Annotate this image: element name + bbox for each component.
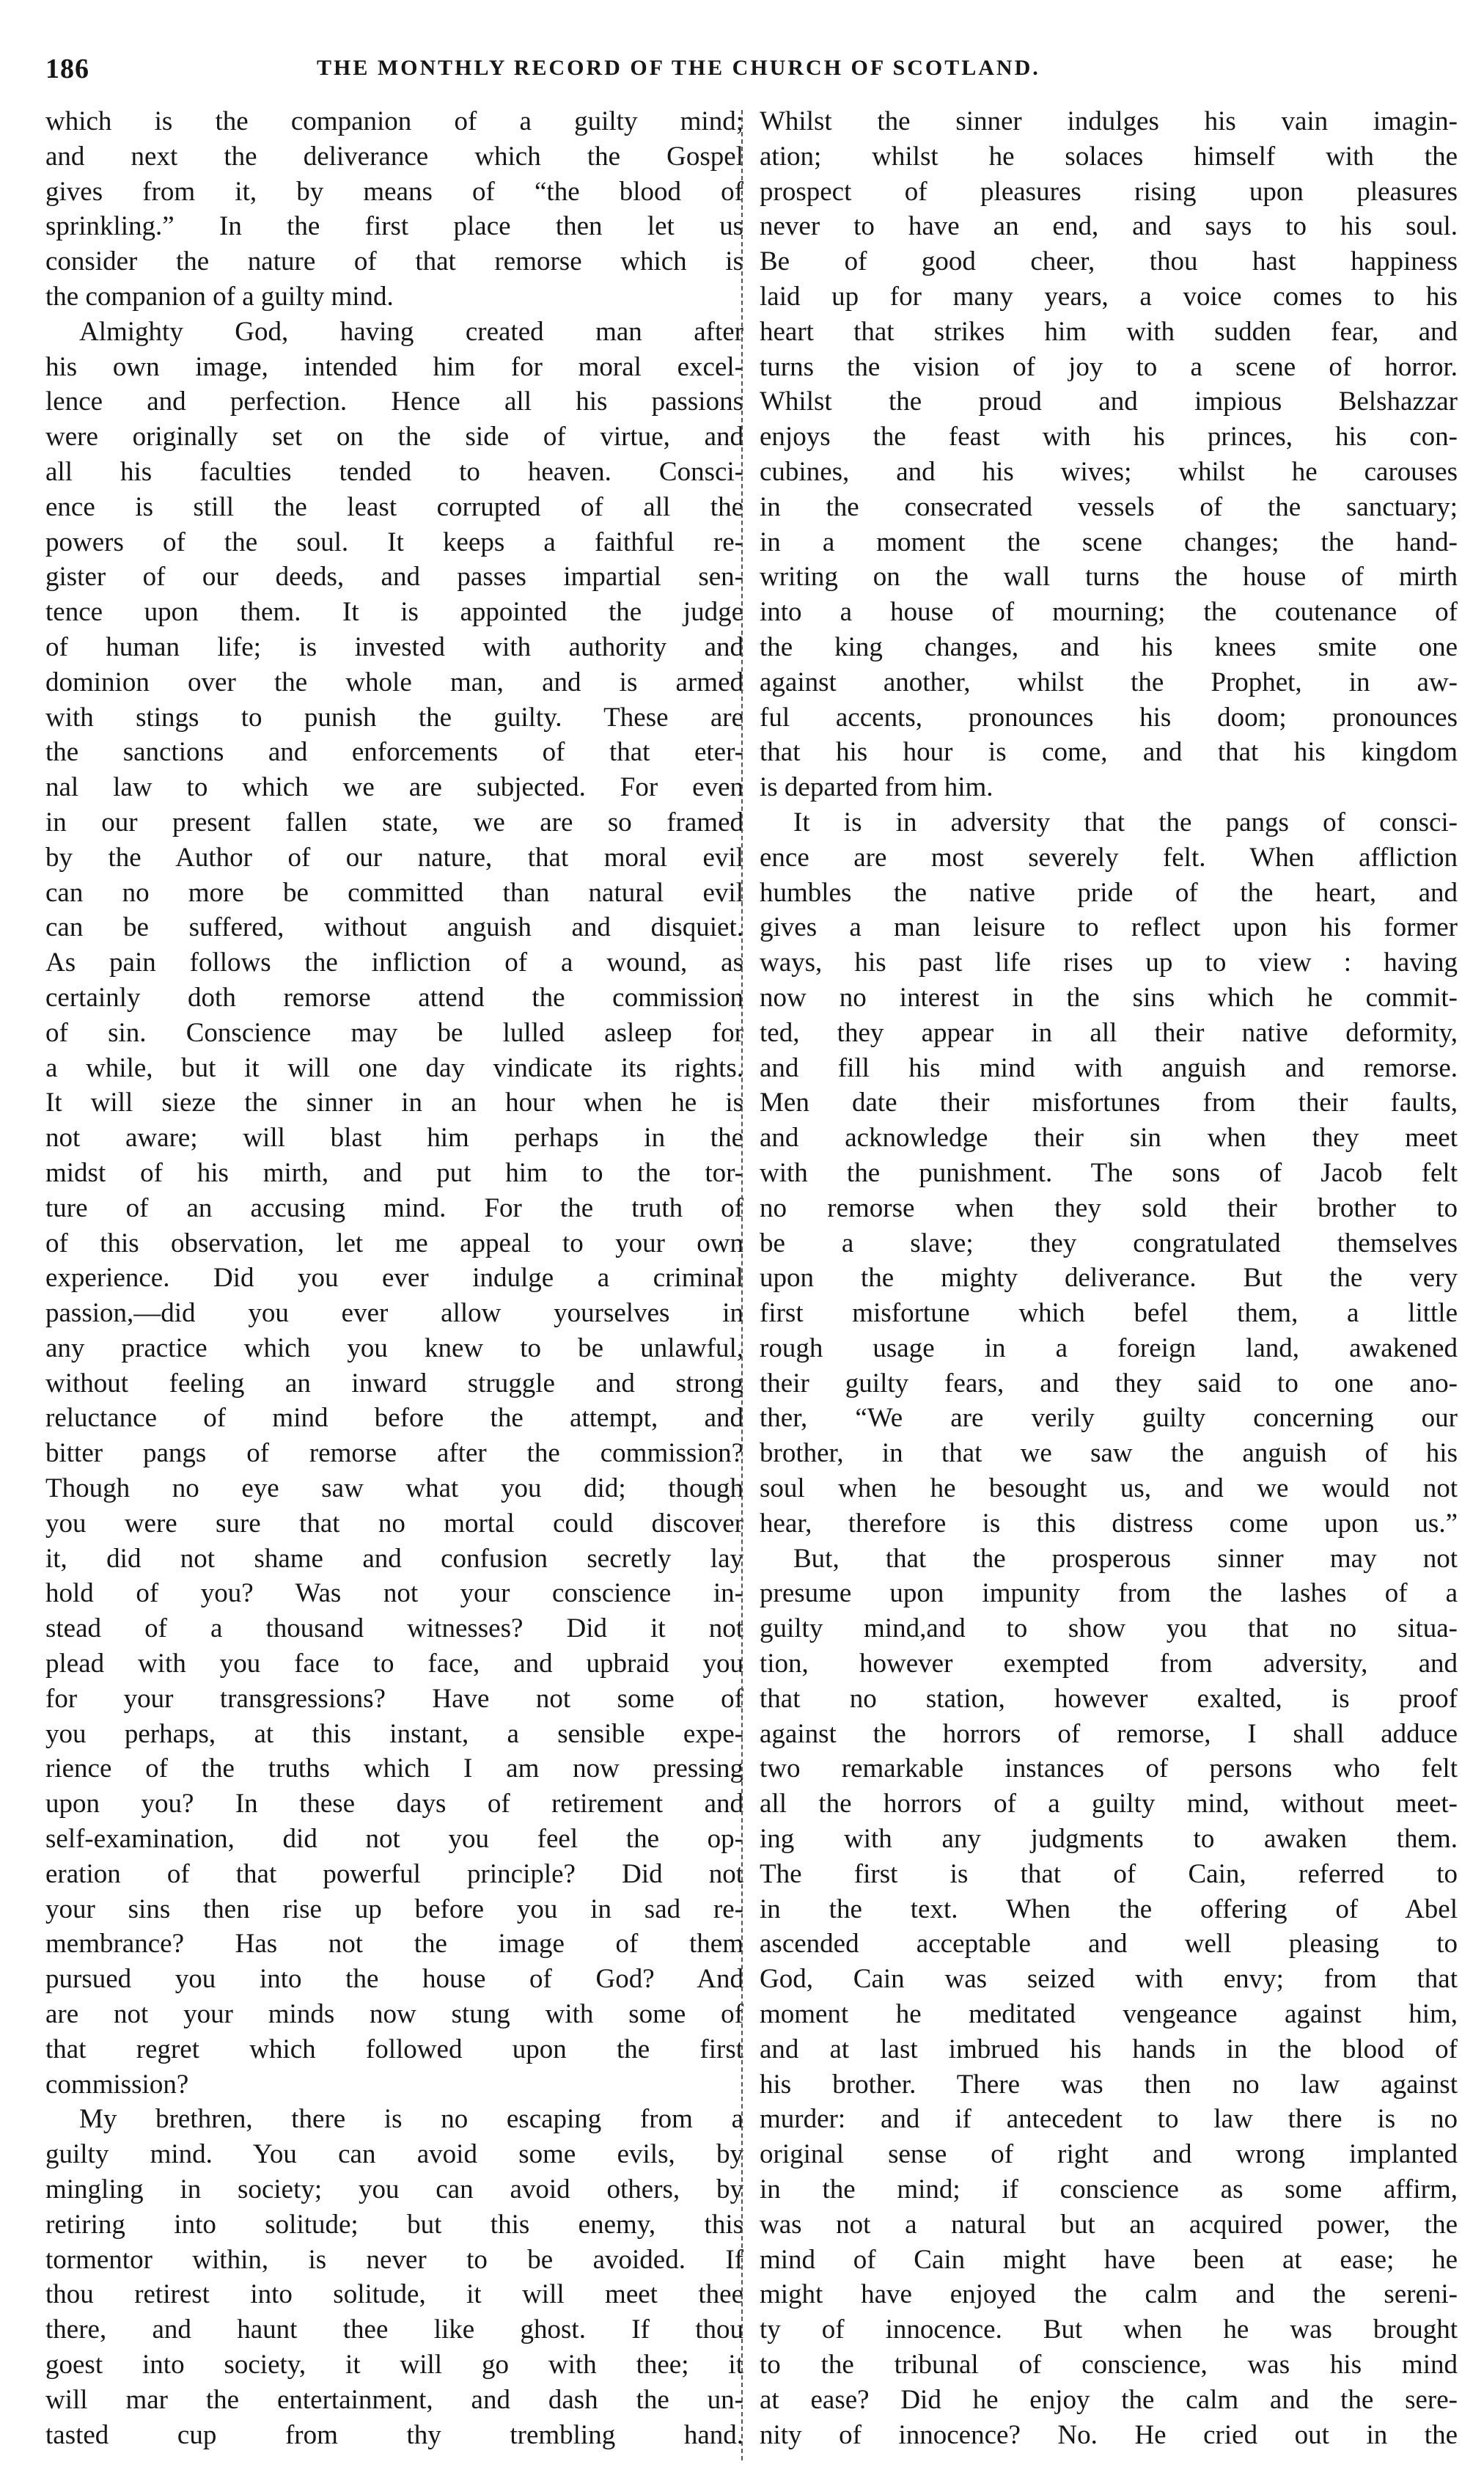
text-line: Though no eye saw what you did; though: [45, 1473, 743, 1504]
text-line: experience. Did you ever indulge a criminal: [45, 1263, 743, 1294]
text-line: are not your minds now stung with some of: [45, 1999, 743, 2030]
text-line: prospect of pleasures rising upon pleasures: [760, 176, 1458, 207]
text-line: lence and perfection. Hence all his passions: [45, 386, 743, 417]
text-line: turns the vision of joy to a scene of horror.: [760, 351, 1458, 382]
text-line: soul when he besought us, and we would not: [760, 1473, 1458, 1504]
text-line: in the consecrated vessels of the sanctuary;: [760, 491, 1458, 522]
text-line: hear, therefore is this distress come upon us.”: [760, 1508, 1458, 1539]
text-line: be a slave; they congratulated themselves: [760, 1228, 1458, 1258]
text-line: Men date their misfortunes from their faults,: [760, 1088, 1458, 1118]
text-line: As pain follows the infliction of a wound, as: [45, 947, 743, 978]
text-line: upon you? In these days of retirement and: [45, 1789, 743, 1819]
text-line: murder: and if antecedent to law there is no: [760, 2104, 1458, 2135]
text-line: enjoys the feast with his princes, his con-: [760, 422, 1458, 452]
text-line: two remarkable instances of persons who felt: [760, 1753, 1458, 1784]
text-line: Whilst the proud and impious Belshazzar: [760, 386, 1458, 417]
text-line: sprinkling.” In the first place then let us: [45, 211, 743, 242]
text-line: ascended acceptable and well pleasing to: [760, 1929, 1458, 1960]
text-line: guilty mind,and to show you that no situa-: [760, 1613, 1458, 1644]
text-line: that his hour is come, and that his kingdom: [760, 737, 1458, 768]
text-line: It is in adversity that the pangs of consci-: [793, 807, 1458, 837]
text-line: not aware; will blast him perhaps in the: [45, 1123, 743, 1154]
text-line: in the mind; if conscience as some affirm,: [760, 2174, 1458, 2205]
text-line: pursued you into the house of God? And: [45, 1964, 743, 1995]
text-line: there, and haunt thee like ghost. If thou: [45, 2314, 743, 2345]
text-line: ted, they appear in all their native deformity,: [760, 1017, 1458, 1048]
text-line: self-examination, did not you feel the op-: [45, 1824, 743, 1855]
text-line: gives from it, by means of “the blood of: [45, 176, 743, 207]
text-line: ence are most severely felt. When affliction: [760, 842, 1458, 873]
text-line: bitter pangs of remorse after the commission?: [45, 1438, 743, 1469]
text-line: goest into society, it will go with thee; it: [45, 2350, 743, 2380]
text-line: brother, in that we saw the anguish of his: [760, 1438, 1458, 1469]
text-line: now no interest in the sins which he commit-: [760, 982, 1458, 1013]
text-line: and acknowledge their sin when they meet: [760, 1123, 1458, 1154]
column-divider: [741, 110, 743, 2460]
text-line: certainly doth remorse attend the commission: [45, 982, 743, 1013]
text-line: ence is still the least corrupted of all the: [45, 491, 743, 522]
text-line: guilty mind. You can avoid some evils, by: [45, 2139, 743, 2170]
text-line: rough usage in a foreign land, awakened: [760, 1333, 1458, 1363]
text-line: might have enjoyed the calm and the sereni-: [760, 2279, 1458, 2310]
text-line: cubines, and his wives; whilst he carouses: [760, 456, 1458, 487]
text-line: first misfortune which befel them, a little: [760, 1298, 1458, 1329]
text-line: his brother. There was then no law against: [760, 2069, 1458, 2100]
text-line: But, that the prosperous sinner may not: [793, 1543, 1458, 1574]
text-line: humbles the native pride of the heart, and: [760, 877, 1458, 908]
text-line: passion,—did you ever allow yourselves in: [45, 1298, 743, 1329]
text-line: midst of his mirth, and put him to the tor-: [45, 1157, 743, 1188]
text-line: of human life; is invested with authority and: [45, 631, 743, 662]
text-line: of this observation, let me appeal to your own: [45, 1228, 743, 1258]
text-line: tormentor within, is never to be avoided. If: [45, 2244, 743, 2275]
text-line: it, did not shame and confusion secretly lay: [45, 1543, 743, 1574]
text-line: nity of innocence? No. He cried out in the: [760, 2419, 1458, 2450]
text-line: their guilty fears, and they said to one ano-: [760, 1368, 1458, 1399]
text-line: mingling in society; you can avoid others, by: [45, 2174, 743, 2205]
text-line: writing on the wall turns the house of mirth: [760, 562, 1458, 593]
text-line: were originally set on the side of virtue, and: [45, 422, 743, 452]
text-line: you perhaps, at this instant, a sensible expe-: [45, 1718, 743, 1749]
text-line: eration of that powerful principle? Did not: [45, 1858, 743, 1889]
text-line: hold of you? Was not your conscience in-: [45, 1578, 743, 1609]
text-line: a while, but it will one day vindicate its rights.: [45, 1052, 743, 1083]
text-line: against the horrors of remorse, I shall adduce: [760, 1718, 1458, 1749]
text-line: Be of good cheer, thou hast happiness: [760, 246, 1458, 277]
text-line: tion, however exempted from adversity, and: [760, 1649, 1458, 1679]
text-line: by the Author of our nature, that moral evil: [45, 842, 743, 873]
text-line: laid up for many years, a voice comes to his: [760, 281, 1458, 312]
text-line: rience of the truths which I am now pressing: [45, 1753, 743, 1784]
text-line: his own image, intended him for moral excel-: [45, 351, 743, 382]
text-line: for your transgressions? Have not some of: [45, 1683, 743, 1714]
text-line: heart that strikes him with sudden fear, and: [760, 316, 1458, 347]
text-line: no remorse when they sold their brother to: [760, 1192, 1458, 1223]
text-line: of sin. Conscience may be lulled asleep for: [45, 1017, 743, 1048]
text-line: consider the nature of that remorse which is: [45, 246, 743, 277]
text-line: all the horrors of a guilty mind, without meet-: [760, 1789, 1458, 1819]
text-line: the sanctions and enforcements of that eter-: [45, 737, 743, 768]
text-line: and at last imbrued his hands in the blood of: [760, 2034, 1458, 2064]
text-line: all his faculties tended to heaven. Consci-: [45, 456, 743, 487]
text-line: tasted cup from thy trembling hand.: [45, 2419, 743, 2450]
text-line: never to have an end, and says to his soul.: [760, 211, 1458, 242]
text-line: that no station, however exalted, is proof: [760, 1683, 1458, 1714]
text-line: ty of innocence. But when he was brought: [760, 2314, 1458, 2345]
text-line: upon the mighty deliverance. But the very: [760, 1263, 1458, 1294]
text-line: and next the deliverance which the Gospel: [45, 141, 743, 172]
text-line: is departed from him.: [760, 772, 993, 803]
text-line: in a moment the scene changes; the hand-: [760, 527, 1458, 557]
text-line: commission?: [45, 2069, 189, 2100]
text-line: which is the companion of a guilty mind;: [45, 106, 743, 136]
text-line: ture of an accusing mind. For the truth of: [45, 1192, 743, 1223]
text-line: moment he meditated vengeance against him,: [760, 1999, 1458, 2030]
text-line: in the text. When the offering of Abel: [760, 1894, 1458, 1924]
text-line: Almighty God, having created man after: [79, 316, 743, 347]
text-line: gives a man leisure to reflect upon his former: [760, 912, 1458, 943]
text-line: with stings to punish the guilty. These are: [45, 702, 743, 733]
text-line: your sins then rise up before you in sad re-: [45, 1894, 743, 1924]
text-line: without feeling an inward struggle and strong: [45, 1368, 743, 1399]
text-line: God, Cain was seized with envy; from that: [760, 1964, 1458, 1995]
text-line: the companion of a guilty mind.: [45, 281, 394, 312]
page-header: [45, 53, 1446, 94]
text-line: and fill his mind with anguish and remorse.: [760, 1052, 1458, 1083]
text-line: can no more be committed than natural evil: [45, 877, 743, 908]
text-line: mind of Cain might have been at ease; he: [760, 2244, 1458, 2275]
text-line: My brethren, there is no escaping from a: [79, 2104, 743, 2135]
text-line: membrance? Has not the image of them: [45, 1929, 743, 1960]
left-column: [45, 104, 743, 2469]
text-line: original sense of right and wrong implanted: [760, 2139, 1458, 2170]
text-line: dominion over the whole man, and is armed: [45, 667, 743, 697]
text-line: you were sure that no mortal could discover: [45, 1508, 743, 1539]
text-line: was not a natural but an acquired power, the: [760, 2209, 1458, 2240]
text-line: stead of a thousand witnesses? Did it not: [45, 1613, 743, 1644]
text-line: ation; whilst he solaces himself with the: [760, 141, 1458, 172]
text-line: It will sieze the sinner in an hour when he is: [45, 1088, 743, 1118]
page-number: 186: [45, 54, 89, 84]
text-line: the king changes, and his knees smite one: [760, 631, 1458, 662]
text-line: ways, his past life rises up to view : having: [760, 947, 1458, 978]
text-line: plead with you face to face, and upbraid you: [45, 1649, 743, 1679]
text-line: thou retirest into solitude, it will meet thee: [45, 2279, 743, 2310]
text-line: tence upon them. It is appointed the judge: [45, 597, 743, 628]
text-line: will mar the entertainment, and dash the un-: [45, 2384, 743, 2415]
running-title: THE MONTHLY RECORD OF THE CHURCH OF SCOTLAND.: [317, 56, 1040, 80]
text-line: ful accents, pronounces his doom; pronounces: [760, 702, 1458, 733]
text-line: ther, “We are verily guilty concerning our: [760, 1403, 1458, 1434]
text-line: presume upon impunity from the lashes of a: [760, 1578, 1458, 1609]
text-line: reluctance of mind before the attempt, and: [45, 1403, 743, 1434]
text-line: with the punishment. The sons of Jacob felt: [760, 1157, 1458, 1188]
text-line: can be suffered, without anguish and disquiet.: [45, 912, 743, 943]
text-line: The first is that of Cain, referred to: [760, 1858, 1458, 1889]
text-line: to the tribunal of conscience, was his mind: [760, 2350, 1458, 2380]
text-line: ing with any judgments to awaken them.: [760, 1824, 1458, 1855]
text-line: any practice which you knew to be unlawful,: [45, 1333, 743, 1363]
text-line: that regret which followed upon the first: [45, 2034, 743, 2064]
text-line: into a house of mourning; the coutenance of: [760, 597, 1458, 628]
text-line: retiring into solitude; but this enemy, this: [45, 2209, 743, 2240]
text-line: Whilst the sinner indulges his vain imagin-: [760, 106, 1458, 136]
text-line: at ease? Did he enjoy the calm and the sere-: [760, 2384, 1458, 2415]
text-line: gister of our deeds, and passes impartial sen-: [45, 562, 743, 593]
text-line: in our present fallen state, we are so framed: [45, 807, 743, 837]
text-line: against another, whilst the Prophet, in aw-: [760, 667, 1458, 697]
right-column: [760, 104, 1458, 2469]
text-line: powers of the soul. It keeps a faithful re-: [45, 527, 743, 557]
text-line: nal law to which we are subjected. For even: [45, 772, 743, 803]
